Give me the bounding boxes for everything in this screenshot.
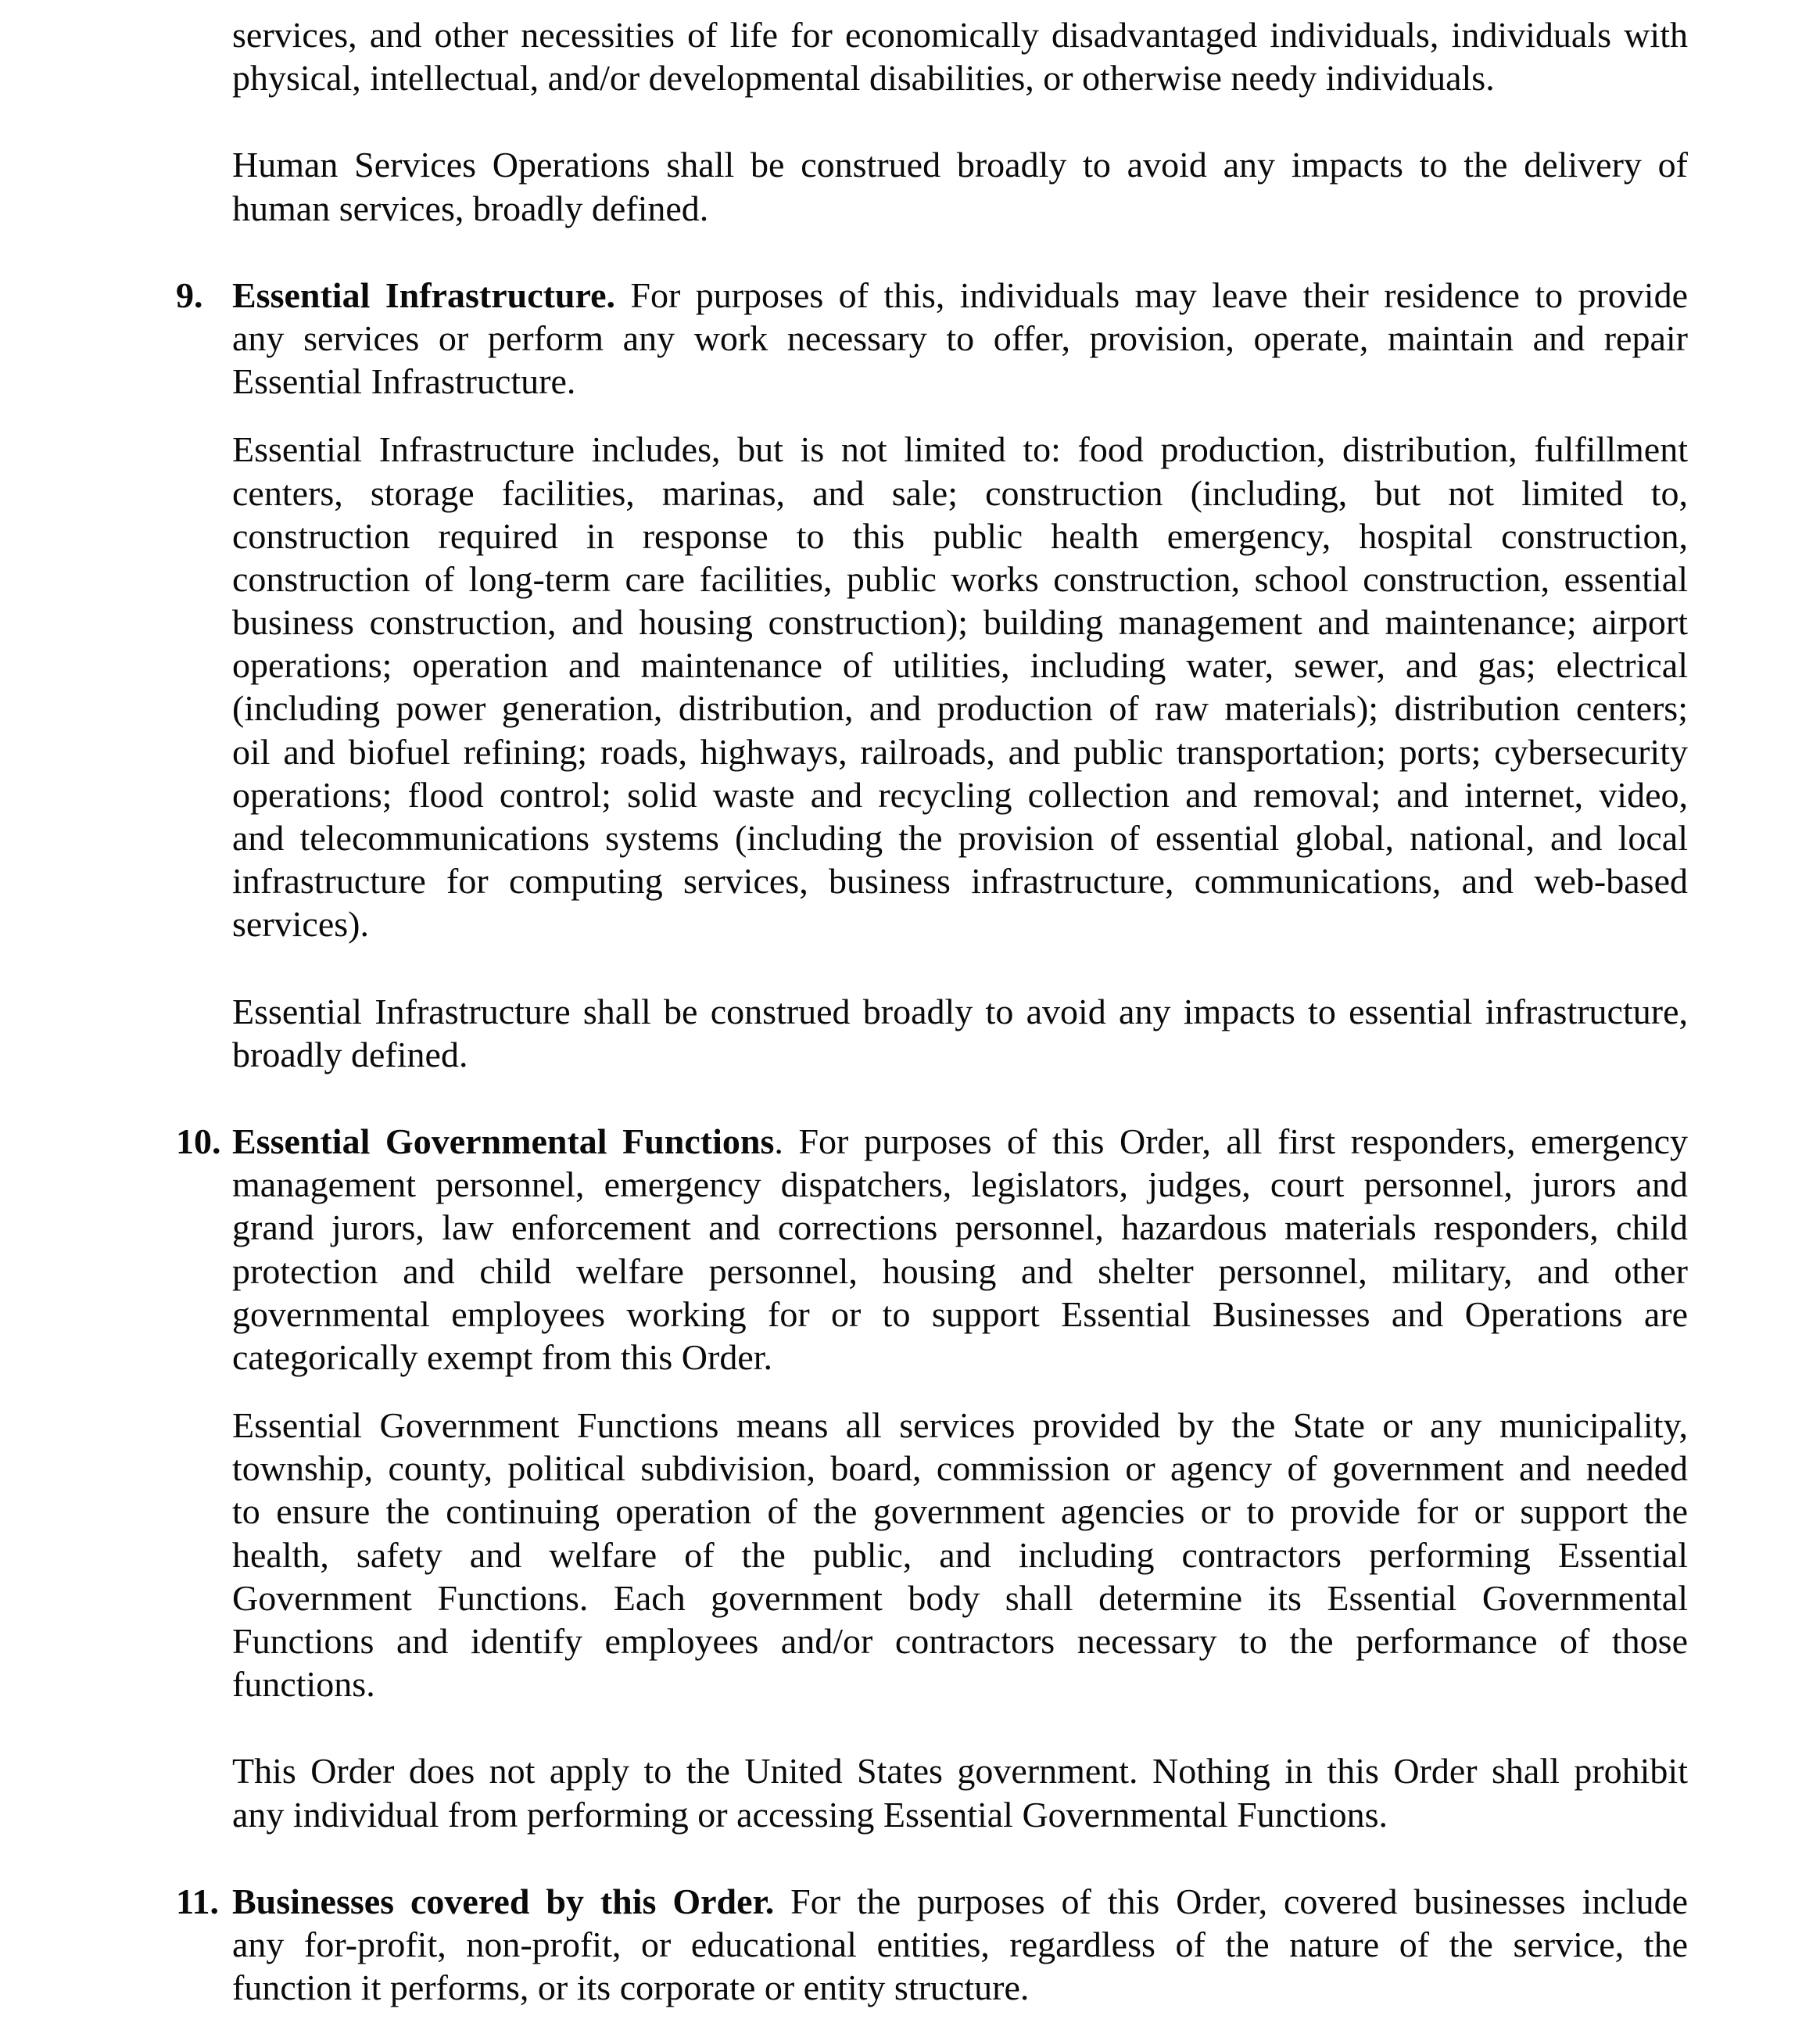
text-line: broadly defined. [232,1034,468,1074]
text-line: oil and biofuel refining; roads, highways, railroads, and public transportation; ports; cybersecurity [232,731,1688,772]
text-line: Essential Infrastructure includes, but is not limited to: food production, distribution, fulfillment [232,429,1688,470]
text-line: protection and child welfare personnel, housing and shelter personnel, military, and other [232,1250,1688,1291]
text-line: functions. [232,1664,375,1705]
text-line: construction required in response to this public health emergency, hospital construction, [232,515,1688,556]
text-line: township, county, political subdivision, board, commission or agency of government and needed [232,1448,1688,1489]
paragraph [232,1404,1688,1706]
text-line: construction of long-term care facilities, public works construction, school construction, essential [232,558,1688,599]
section-heading: Essential Infrastructure. [232,274,616,315]
numbered-section [176,1120,1688,1379]
paragraph [232,13,1688,99]
section-number: 9. [176,274,203,315]
text-line: any services or perform any work necessary to offer, provision, operate, maintain and repair [232,317,1688,358]
paragraph [232,428,1688,945]
text-line: This Order does not apply to the United States government. Nothing in this Order shall prohibit [232,1751,1688,1792]
text-line: categorically exempt from this Order. [232,1336,773,1377]
text-line: Essential Infrastructure. [232,361,576,402]
text-line: Human Services Operations shall be construed broadly to avoid any impacts to the delivery of [232,145,1688,185]
text-line: human services, broadly defined. [232,188,709,228]
paragraph [232,1749,1688,1835]
text-line: Functions and identify employees and/or contractors necessary to the performance of those [232,1621,1688,1661]
text-line: services). [232,904,369,945]
text-line: services, and other necessities of life for economically disadvantaged individuals, individuals with [232,15,1688,55]
text-line: Essential Government Functions means all services provided by the State or any municipality, [232,1405,1688,1446]
text-line: Government Functions. Each government body shall determine its Essential Governmental [232,1577,1688,1618]
numbered-section [176,274,1689,404]
paragraph [232,143,1688,229]
paragraph [232,990,1688,1076]
text-line: health, safety and welfare of the public, and including contractors performing Essential [232,1534,1688,1575]
text-line: any individual from performing or accessing Essential Governmental Functions. [232,1794,1388,1835]
text-line: operations; flood control; solid waste and recycling collection and removal; and internet, video, [232,774,1688,815]
section-intro-text: For the purposes of this Order, covered businesses include [774,1881,1688,1921]
section-heading: Businesses covered by this Order. [232,1881,775,1921]
text-line: physical, intellectual, and/or developmental disabilities, or otherwise needy individuals. [232,58,1495,99]
section-heading: Essential Governmental Functions [232,1121,775,1161]
text-line: Essential Infrastructure shall be construed broadly to avoid any impacts to essential infrastructure, [232,991,1688,1031]
section-intro-text: For purposes of this, individuals may leave their residence to provide [615,274,1689,315]
text-line: grand jurors, law enforcement and corrections personnel, hazardous materials responders, child [232,1207,1688,1248]
text-line: to ensure the continuing operation of the government agencies or to provide for or support the [232,1491,1688,1532]
text-line [232,1880,1688,1923]
text-line: operations; operation and maintenance of utilities, including water, sewer, and gas; electrical [232,645,1688,686]
text-line [232,274,1688,317]
text-line: infrastructure for computing services, business infrastructure, communications, and web-based [232,861,1688,902]
numbered-section [176,1880,1688,2010]
text-line: centers, storage facilities, marinas, and sale; construction (including, but not limited to, [232,472,1688,513]
text-line: and telecommunications systems (including the provision of essential global, national, and local [232,818,1688,858]
text-line: function it performs, or its corporate or entity structure. [232,1967,1030,2008]
document-body [176,13,1689,2009]
text-line: governmental employees working for or to support Essential Businesses and Operations are [232,1293,1688,1334]
section-number: 11. [176,1881,219,1921]
text-line: any for-profit, non-profit, or educational entities, regardless of the nature of the service, the [232,1924,1688,1964]
section-intro-text: . For purposes of this Order, all first responders, emergency [774,1121,1688,1161]
section-number: 10. [176,1121,221,1161]
text-line [232,1120,1688,1163]
text-line: management personnel, emergency dispatchers, legislators, judges, court personnel, jurors and [232,1164,1688,1205]
text-line: (including power generation, distribution, and production of raw materials); distribution centers; [232,688,1688,729]
text-line: business construction, and housing construction); building management and maintenance; airport [232,602,1688,643]
